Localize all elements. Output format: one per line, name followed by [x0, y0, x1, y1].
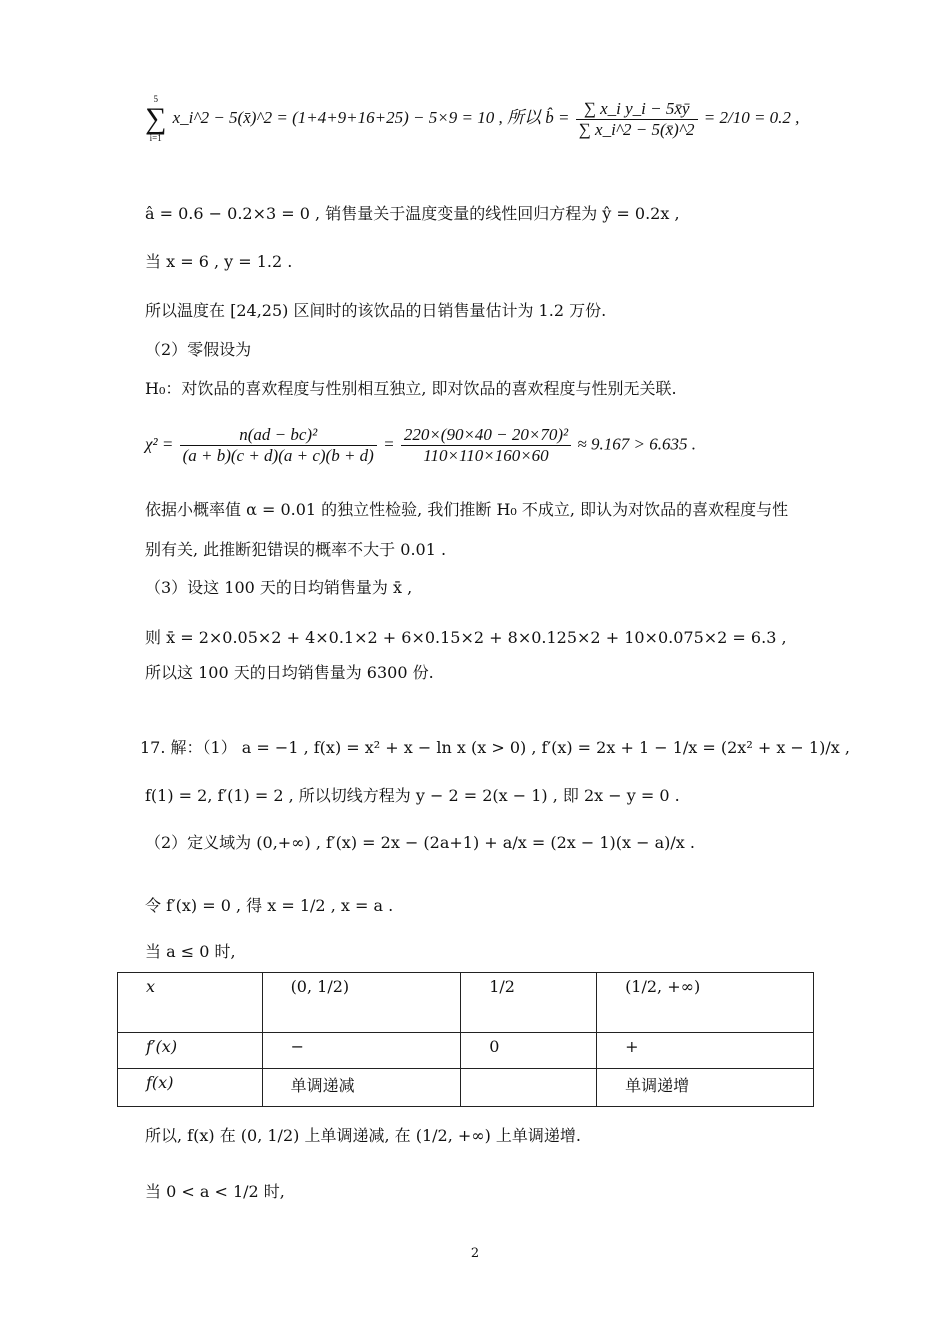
bhat-numerator: ∑ x_i y_i − 5x̄ȳ [576, 99, 698, 120]
roots-line: 令 f′(x) = 0 , 得 x = 1/2 , x = a . [145, 896, 394, 915]
table-cell: (1/2, +∞) [597, 973, 814, 1033]
table-cell: x [118, 973, 263, 1033]
chi-value-numerator: 220×(90×40 − 20×70)² [401, 425, 571, 446]
test-line-1: 依据小概率值 α = 0.01 的独立性检验, 我们推断 H₀ 不成立, 即认为对饮品的喜欢程度与性 [145, 500, 789, 519]
table-cell: 单调递增 [597, 1069, 814, 1107]
when-x-line: 当 x = 6 , y = 1.2 . [145, 252, 293, 271]
chi-formula-denominator: (a + b)(c + d)(a + c)(b + d) [182, 446, 374, 465]
table-cell: f(x) [118, 1069, 263, 1107]
sigma-symbol: 5 ∑ i=1 [145, 94, 167, 143]
page-number: 2 [470, 1246, 480, 1261]
chi-lhs: χ² = [145, 434, 174, 454]
part2-heading: （2）零假设为 [145, 340, 252, 359]
table-row [118, 1069, 814, 1107]
chi-value-denominator: 110×110×160×60 [423, 446, 549, 465]
chi-square-line: χ² = $\frac{\text{n(ad − bc)²}}{(a + b)(c + d)(a + c)(b + d)}$ = $\frac{\text{220×(90×40 − 20×70)²}}{110\times 110\times 160\times 60}$ ≈ 9.167 > 6.635 . [145, 425, 696, 465]
chi-result: ≈ 9.167 > 6.635 . [577, 434, 696, 454]
case-a-between-line: 当 0 < a < 1/2 时, [145, 1182, 285, 1201]
conclusion-line: 所以, f(x) 在 (0, 1/2) 上单调递减, 在 (1/2, +∞) 上单调递增. [145, 1126, 582, 1145]
case-a-nonpositive: 当 a ≤ 0 时, [145, 942, 236, 961]
q17-part1-line: 17. 解：（1） a = −1 , f(x) = x² + x − ln x (x > 0) , f′(x) = 2x + 1 − 1/x = (2x² + x − 1)/x , [140, 738, 850, 757]
table-row [118, 973, 814, 1033]
ahat-line: â = 0.6 − 0.2×3 = 0 , 销售量关于温度变量的线性回归方程为 ŷ = 0.2x , [145, 204, 680, 223]
table-cell: 0 [461, 1033, 597, 1069]
table-row [118, 1033, 814, 1069]
part3-heading: （3）设这 100 天的日均销售量为 x̄ , [145, 578, 413, 597]
domain-derivative-line: （2）定义域为 (0,+∞) , f′(x) = 2x − (2a+1) + a/x = (2x − 1)(x − a)/x . [145, 833, 695, 852]
table-cell: 1/2 [461, 973, 597, 1033]
bhat-denominator: ∑ x_i^2 − 5(x̄)^2 [578, 119, 695, 139]
chi-value-fraction [401, 425, 571, 466]
sum-equation: x_i^2 − 5(x̄)^2 = (1+4+9+16+25) − 5×9 = 10 , 所以 b̂ = [172, 107, 570, 127]
table-cell: − [262, 1033, 461, 1069]
monotonicity-table [117, 972, 814, 1107]
bhat-fraction [576, 99, 698, 140]
chi-formula-numerator: n(ad − bc)² [180, 425, 377, 446]
table-cell [461, 1069, 597, 1107]
null-hypothesis-line: H₀：对饮品的喜欢程度与性别相互独立, 即对饮品的喜欢程度与性别无关联. [145, 379, 677, 398]
regression-sum-line [145, 95, 799, 143]
table-cell: (0, 1/2) [262, 973, 461, 1033]
chi-formula-fraction [180, 425, 377, 466]
tangent-line: f(1) = 2, f′(1) = 2 , 所以切线方程为 y − 2 = 2(x − 1) , 即 2x − y = 0 . [145, 786, 680, 805]
mean-equation-line: 则 x̄ = 2×0.05×2 + 4×0.1×2 + 6×0.15×2 + 8×0.125×2 + 10×0.075×2 = 6.3 , [145, 628, 787, 647]
table-cell: + [597, 1033, 814, 1069]
mean-result-line: 所以这 100 天的日均销售量为 6300 份. [145, 663, 434, 682]
bhat-result: = 2/10 = 0.2 , [703, 107, 800, 127]
table-cell: 单调递减 [262, 1069, 461, 1107]
table-cell: f′(x) [118, 1033, 263, 1069]
estimate-line: 所以温度在 [24,25) 区间时的该饮品的日销售量估计为 1.2 万份. [145, 301, 607, 320]
test-line-2: 别有关, 此推断犯错误的概率不大于 0.01 . [145, 540, 447, 559]
